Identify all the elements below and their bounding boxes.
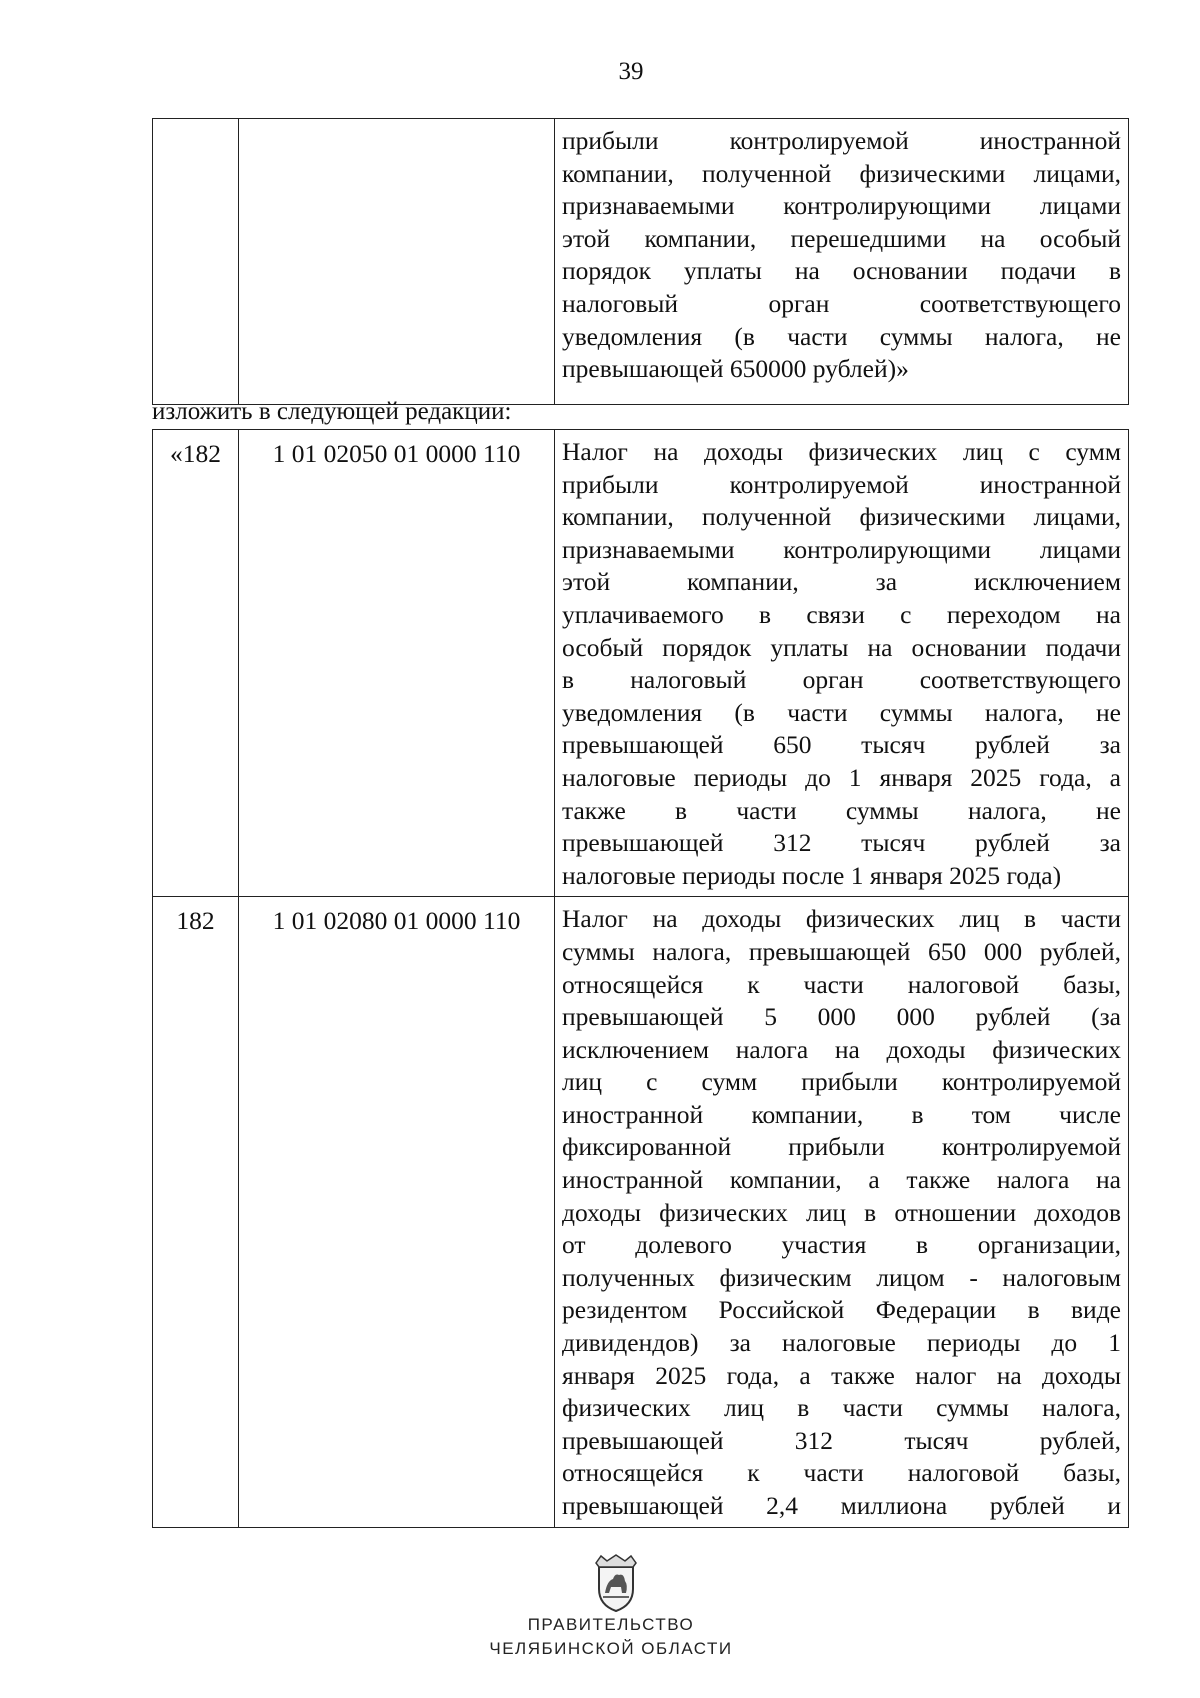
text-line: превышающей 5 000 000 рублей (за — [562, 1002, 1121, 1032]
text-line: признаваемыми контролирующими лицами — [562, 534, 1121, 564]
text-line: относящейся к части налоговой базы, — [562, 969, 1121, 999]
text-line: исключением налога на доходы физических — [562, 1034, 1121, 1064]
text-line: в налоговый орган соответствующего — [562, 665, 1121, 695]
table-cell-code — [153, 119, 239, 405]
text-line: компании, полученной физическими лицами, — [562, 158, 1121, 188]
text-line: суммы налога, превышающей 650 000 рублей, — [562, 936, 1121, 966]
text-line: превышающей 312 тысяч рублей за — [562, 828, 1121, 858]
text-line: порядок уплаты на основании подачи в — [562, 256, 1121, 286]
text-line: Налог на доходы физических лиц в части — [562, 904, 1121, 934]
table-row — [153, 119, 1129, 405]
text-line: лиц с сумм прибыли контролируемой — [562, 1067, 1121, 1097]
table-row — [153, 897, 1129, 1527]
coat-of-arms-icon — [591, 1553, 641, 1613]
table-new-wording — [152, 429, 1129, 1528]
text-line: доходы физических лиц в отношении доходов — [562, 1197, 1121, 1227]
text-line: резидентом Российской Федерации в виде — [562, 1295, 1121, 1325]
text-line: Налог на доходы физических лиц с сумм — [562, 437, 1121, 466]
text-line: превышающей 650000 рублей)» — [562, 354, 909, 384]
text-line: физических лиц в части суммы налога, — [562, 1393, 1121, 1423]
text-line: налоговые периоды до 1 января 2025 года, а — [562, 762, 1121, 792]
table-cell-description — [555, 897, 1129, 1527]
instruction-text: изложить в следующей редакции: — [152, 398, 512, 425]
table-row — [153, 430, 1129, 897]
footer-line: ПРАВИТЕЛЬСТВО — [527, 1615, 695, 1634]
text-line: от долевого участия в организации, — [562, 1230, 1121, 1260]
text-line: превышающей 312 тысяч рублей, — [562, 1425, 1121, 1455]
text-line: признаваемыми контролирующими лицами — [562, 191, 1121, 221]
text-line: налоговый орган соответствующего — [562, 288, 1121, 318]
text-line: января 2025 года, а также налог на доходы — [562, 1360, 1121, 1390]
table-continuation — [152, 118, 1129, 405]
text-line: налоговые периоды после 1 января 2025 года) — [562, 860, 1062, 890]
footer-organization — [460, 1613, 762, 1661]
text-line: фиксированной прибыли контролируемой — [562, 1132, 1121, 1162]
text-line: прибыли контролируемой иностранной — [562, 126, 1121, 155]
text-line: превышающей 2,4 миллиона рублей и — [562, 1491, 1121, 1520]
text-line: компании, полученной физическими лицами, — [562, 502, 1121, 532]
text-line: полученных физическим лицом - налоговым — [562, 1262, 1121, 1292]
table-cell-description — [555, 119, 1129, 405]
text-line: этой компании, перешедшими на особый — [562, 223, 1121, 253]
table-cell-kbk — [239, 119, 555, 405]
text-line: дивидендов) за налоговые периоды до 1 — [562, 1328, 1121, 1358]
text-line: превышающей 650 тысяч рублей за — [562, 730, 1121, 760]
table-cell-kbk: 1 01 02080 01 0000 110 — [239, 897, 555, 1527]
text-line: также в части суммы налога, не — [562, 795, 1121, 825]
table-cell-code: 182 — [153, 897, 239, 1527]
table-cell-code: «182 — [153, 430, 239, 897]
text-line: особый порядок уплаты на основании подачи — [562, 632, 1121, 662]
page-number: 39 — [618, 58, 644, 85]
text-line: уведомления (в части суммы налога, не — [562, 697, 1121, 727]
text-line: уплачиваемого в связи с переходом на — [562, 599, 1121, 629]
table-cell-kbk: 1 01 02050 01 0000 110 — [239, 430, 555, 897]
table-cell-description — [555, 430, 1129, 897]
text-line: иностранной компании, в том числе — [562, 1099, 1121, 1129]
text-line: относящейся к части налоговой базы, — [562, 1458, 1121, 1488]
text-line: уведомления (в части суммы налога, не — [562, 321, 1121, 351]
text-line: этой компании, за исключением — [562, 567, 1121, 597]
text-line: прибыли контролируемой иностранной — [562, 469, 1121, 499]
footer-line: ЧЕЛЯБИНСКОЙ ОБЛАСТИ — [489, 1639, 733, 1658]
text-line: иностранной компании, а также налога на — [562, 1165, 1121, 1195]
